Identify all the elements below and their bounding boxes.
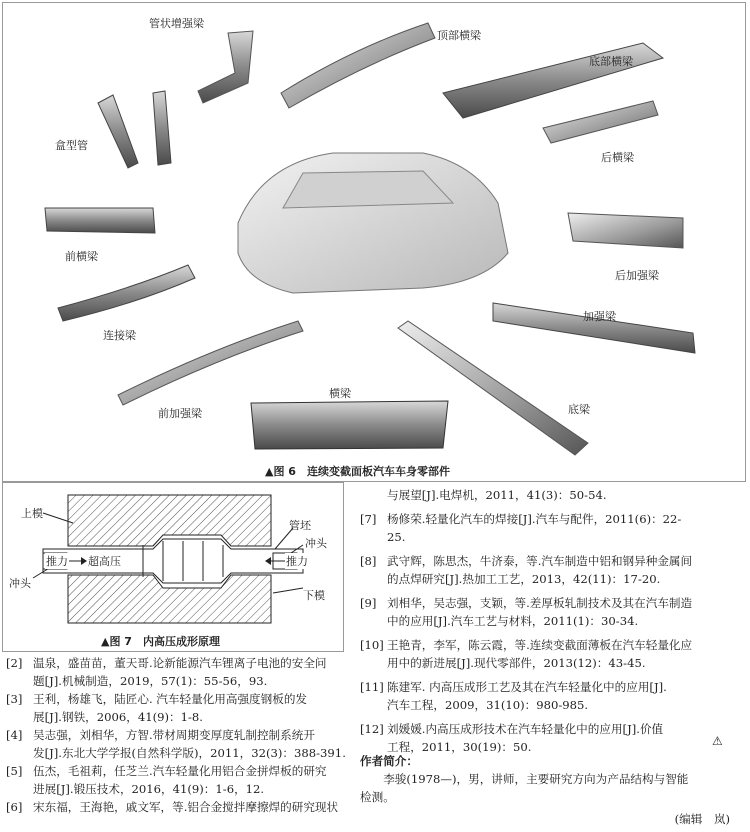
reference-list-left bbox=[6, 654, 346, 816]
figure-6-illustration bbox=[3, 3, 745, 481]
upper-die bbox=[68, 495, 271, 546]
rear-reinforce-part bbox=[568, 213, 683, 248]
editor-note: (编辑 岚) bbox=[674, 812, 730, 826]
label-thrust-right: 推力 bbox=[286, 555, 308, 568]
label-bottom-rail: 底梁 bbox=[568, 403, 590, 416]
label-reinforce-beam: 加强梁 bbox=[583, 310, 616, 323]
front-beam-part bbox=[45, 208, 155, 233]
reference-item: [3] 王利，杨雄飞，陆匠心. 汽车轻量化用高强度钢板的发 展[J].钢铁，2006，41(9)：1-8. bbox=[6, 692, 308, 724]
tube-reinforce-part bbox=[198, 31, 253, 103]
reference-item: [11] 陈建军. 内高压成形工艺及其在汽车轻量化中的应用[J]. 汽车工程，2009，31(10)：980-985. bbox=[360, 680, 667, 712]
label-tube-reinforce: 管状增强梁 bbox=[149, 17, 204, 30]
figure-7 bbox=[2, 482, 344, 652]
reference-item: [5] 伍杰，毛祖莉，任芝兰.汽车轻量化用铝合金拼焊板的研究 进展[J].锻压技术，2016，41(9)：1-6，12. bbox=[6, 764, 327, 796]
reference-item: [9] 刘相华，吴志强，支颖，等.差厚板轧制技术及其在汽车制造 中的应用[J].汽车工艺与材料，2011(1)：30-34. bbox=[360, 596, 693, 628]
reference-continuation: 与展望[J].电焊机，2011，41(3)：50-54. bbox=[387, 488, 607, 502]
label-roof-beam: 顶部横梁 bbox=[437, 29, 481, 42]
figure-7-caption: ▲图 7 内高压成形原理 bbox=[101, 635, 220, 648]
connect-beam-part bbox=[58, 265, 195, 321]
roof-beam-part bbox=[281, 23, 435, 108]
author-bio-cont: 检测。 bbox=[360, 790, 395, 804]
author-heading: 作者简介： bbox=[360, 754, 418, 768]
front-reinforce-part bbox=[118, 321, 303, 405]
reference-item: [8] 武守辉，陈思杰，牛济泰，等.汽车制造中铝和钢异种金属间 的点焊研究[J].热加工工艺，2013，42(11)：17-20. bbox=[360, 554, 693, 586]
label-tube-blank: 管坯 bbox=[289, 519, 311, 532]
rear-beam-part bbox=[543, 101, 658, 143]
figure-6 bbox=[2, 2, 746, 482]
label-ultra-high-pressure: 超高压 bbox=[88, 555, 121, 568]
label-connect-beam: 连接梁 bbox=[103, 329, 136, 342]
label-thrust-left: 推力 bbox=[46, 555, 68, 568]
end-mark-icon: ⚠ bbox=[712, 734, 723, 748]
label-front-beam: 前横梁 bbox=[65, 250, 98, 263]
label-upper-die: 上模 bbox=[21, 507, 43, 520]
author-bio: 李骏(1978—)，男，讲师，主要研究方向为产品结构与智能 bbox=[383, 772, 689, 786]
label-punch-right: 冲头 bbox=[305, 537, 327, 550]
reference-item: [6] 宋东福，王海艳，戚文军，等.铝合金搅拌摩擦焊的研究现状 bbox=[6, 800, 339, 814]
label-punch-left: 冲头 bbox=[9, 577, 31, 590]
label-cross-beam: 横梁 bbox=[329, 387, 351, 400]
cross-beam-part bbox=[251, 401, 448, 449]
label-lower-die: 下模 bbox=[303, 589, 325, 602]
reference-item: [2] 温泉，盛苗苗，董天哥.论新能源汽车锂离子电池的安全问 题[J].机械制造，2019，57(1)：55-56，93. bbox=[6, 656, 327, 688]
label-box-tube: 盒型管 bbox=[55, 139, 88, 152]
reference-list-right bbox=[360, 486, 740, 756]
label-rear-beam: 后横梁 bbox=[601, 151, 634, 164]
author-section bbox=[360, 752, 740, 828]
label-bottom-beam: 底部横梁 bbox=[589, 55, 633, 68]
car-body-part bbox=[238, 153, 508, 293]
box-tube-part bbox=[98, 91, 171, 168]
reference-item: [4] 吴志强，刘相华，方智.带材周期变厚度轧制控制系统开 发[J].东北大学学报(自然科学版)，2011，32(3)：388-391. bbox=[6, 728, 346, 760]
label-front-reinforce: 前加强梁 bbox=[158, 407, 202, 420]
reference-item: [7] 杨修荣.轻量化汽车的焊接[J].汽车与配件，2011(6)：22- 25. bbox=[360, 512, 682, 544]
reference-item: [10] 王艳青，李军，陈云霞，等.连续变截面薄板在汽车轻量化应 用中的新进展[J].现代零部件，2013(12)：43-45. bbox=[360, 638, 693, 670]
label-rear-reinforce: 后加强梁 bbox=[615, 269, 659, 282]
figure-6-caption: ▲图 6 连续变截面板汽车车身零部件 bbox=[265, 465, 450, 478]
reference-item: [12] 刘媛媛.内高压成形技术在汽车轻量化中的应用[J].价值 工程，2011，30(19)：50. bbox=[360, 722, 664, 754]
